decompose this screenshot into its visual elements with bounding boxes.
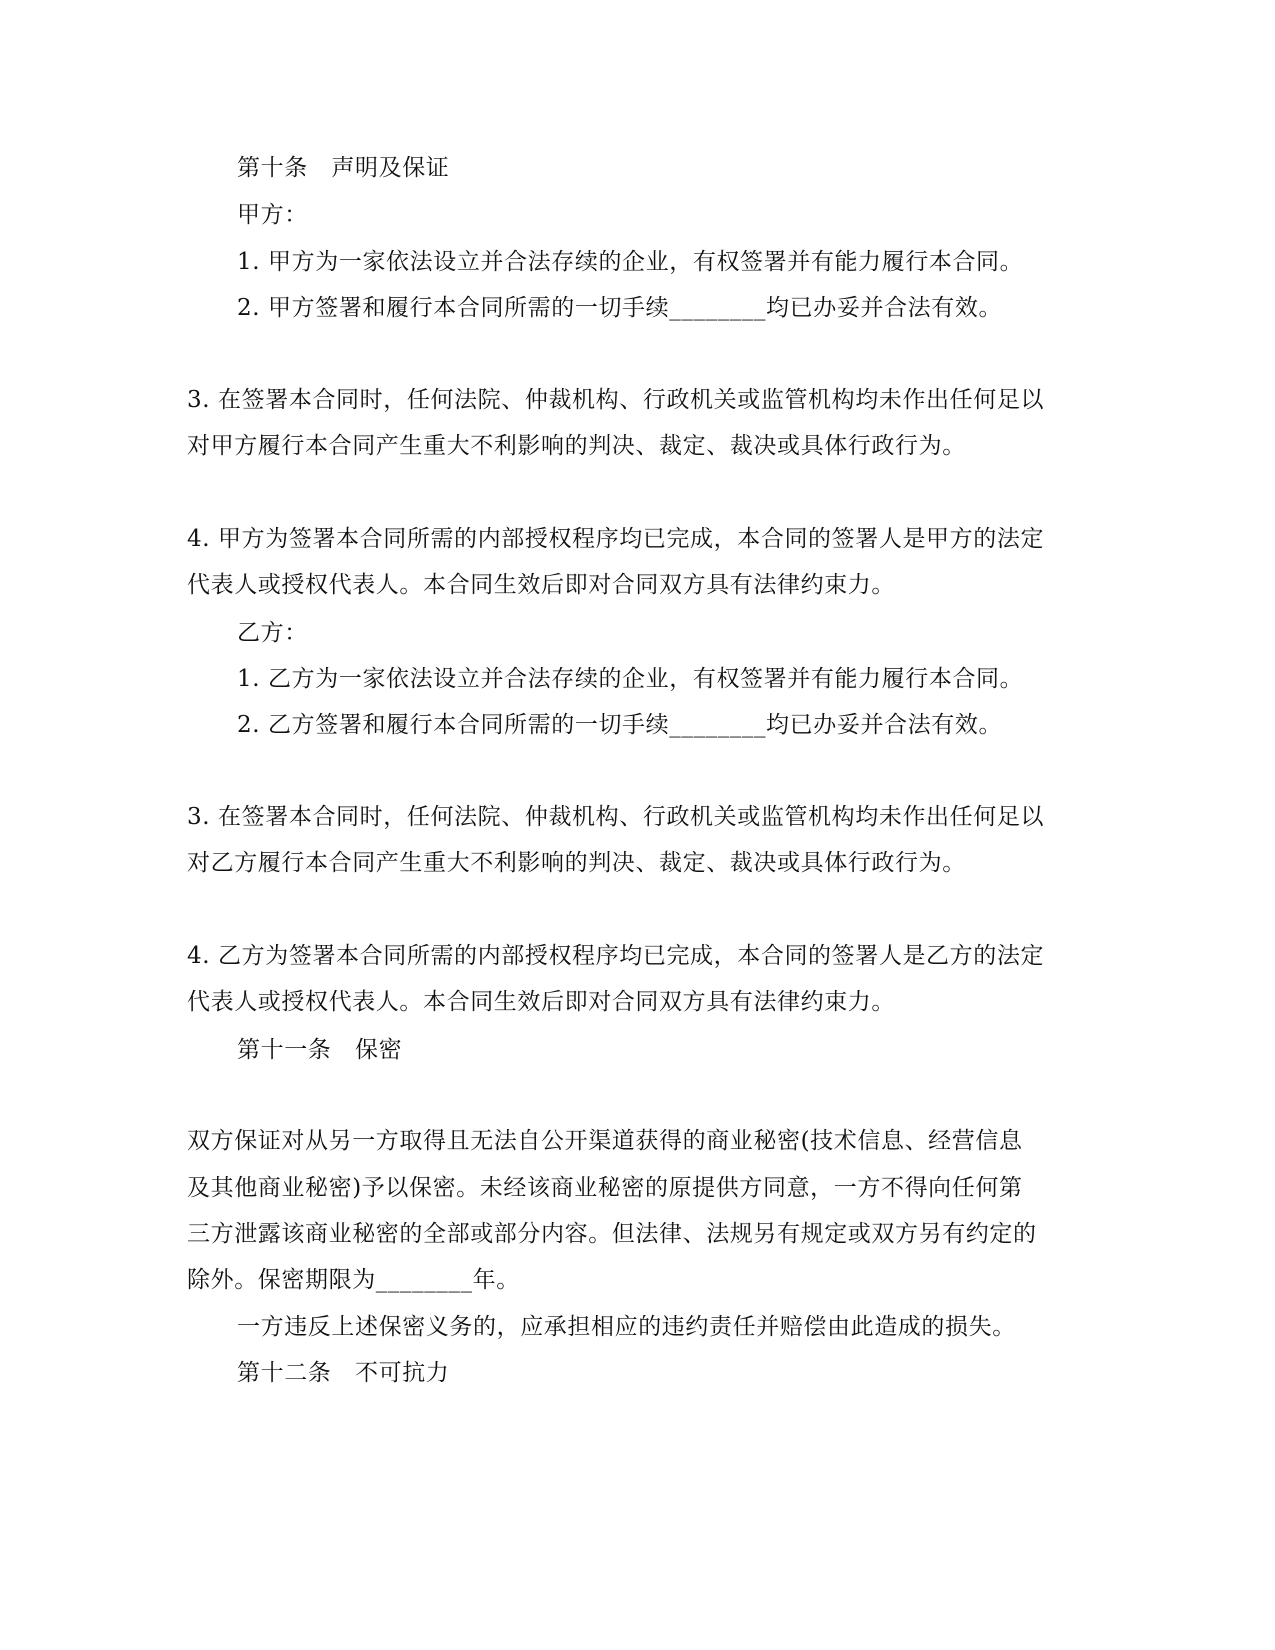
party-a-clause-4-line-1: 4. 甲方为签署本合同所需的内部授权程序均已完成，本合同的签署人是甲方的法定 [187, 526, 1045, 552]
confidentiality-paragraph-line-4: 除外。保密期限为________年。 [187, 1267, 520, 1293]
party-a-clause-3-line-1: 3. 在签署本合同时，任何法院、仲裁机构、行政机关或监管机构均未作出任何足以 [187, 387, 1045, 413]
party-a-clause-1: 1. 甲方为一家依法设立并合法存续的企业，有权签署并有能力履行本合同。 [237, 249, 1024, 275]
party-b-clause-4-line-1: 4. 乙方为签署本合同所需的内部授权程序均已完成，本合同的签署人是乙方的法定 [187, 943, 1045, 969]
party-b-clause-3-line-2: 对乙方履行本合同产生重大不利影响的判决、裁定、裁决或具体行政行为。 [187, 850, 966, 876]
article-10-heading: 第十条 声明及保证 [237, 155, 450, 181]
party-b-clause-1: 1. 乙方为一家依法设立并合法存续的企业，有权签署并有能力履行本合同。 [237, 666, 1024, 692]
confidentiality-paragraph-line-3: 三方泄露该商业秘密的全部或部分内容。但法律、法规另有规定或双方另有约定的 [187, 1221, 1037, 1247]
party-a-clause-3-line-2: 对甲方履行本合同产生重大不利影响的判决、裁定、裁决或具体行政行为。 [187, 433, 966, 459]
party-b-label: 乙方： [237, 620, 308, 646]
article-12-heading: 第十二条 不可抗力 [237, 1360, 450, 1386]
breach-liability-paragraph: 一方违反上述保密义务的，应承担相应的违约责任并赔偿由此造成的损失。 [237, 1314, 1016, 1340]
party-b-clause-3-line-1: 3. 在签署本合同时，任何法院、仲裁机构、行政机关或监管机构均未作出任何足以 [187, 804, 1045, 830]
article-11-heading: 第十一条 保密 [237, 1037, 403, 1063]
party-a-clause-2: 2. 甲方签署和履行本合同所需的一切手续________均已办妥并合法有效。 [237, 295, 1003, 321]
confidentiality-paragraph-line-2: 及其他商业秘密)予以保密。未经该商业秘密的原提供方同意，一方不得向任何第 [187, 1175, 1023, 1201]
party-b-clause-2: 2. 乙方签署和履行本合同所需的一切手续________均已办妥并合法有效。 [237, 712, 1003, 738]
party-a-label: 甲方： [237, 202, 308, 228]
party-b-clause-4-line-2: 代表人或授权代表人。本合同生效后即对合同双方具有法律约束力。 [187, 989, 895, 1015]
confidentiality-paragraph-line-1: 双方保证对从另一方取得且无法自公开渠道获得的商业秘密(技术信息、经营信息 [187, 1128, 1023, 1154]
party-a-clause-4-line-2: 代表人或授权代表人。本合同生效后即对合同双方具有法律约束力。 [187, 572, 895, 598]
